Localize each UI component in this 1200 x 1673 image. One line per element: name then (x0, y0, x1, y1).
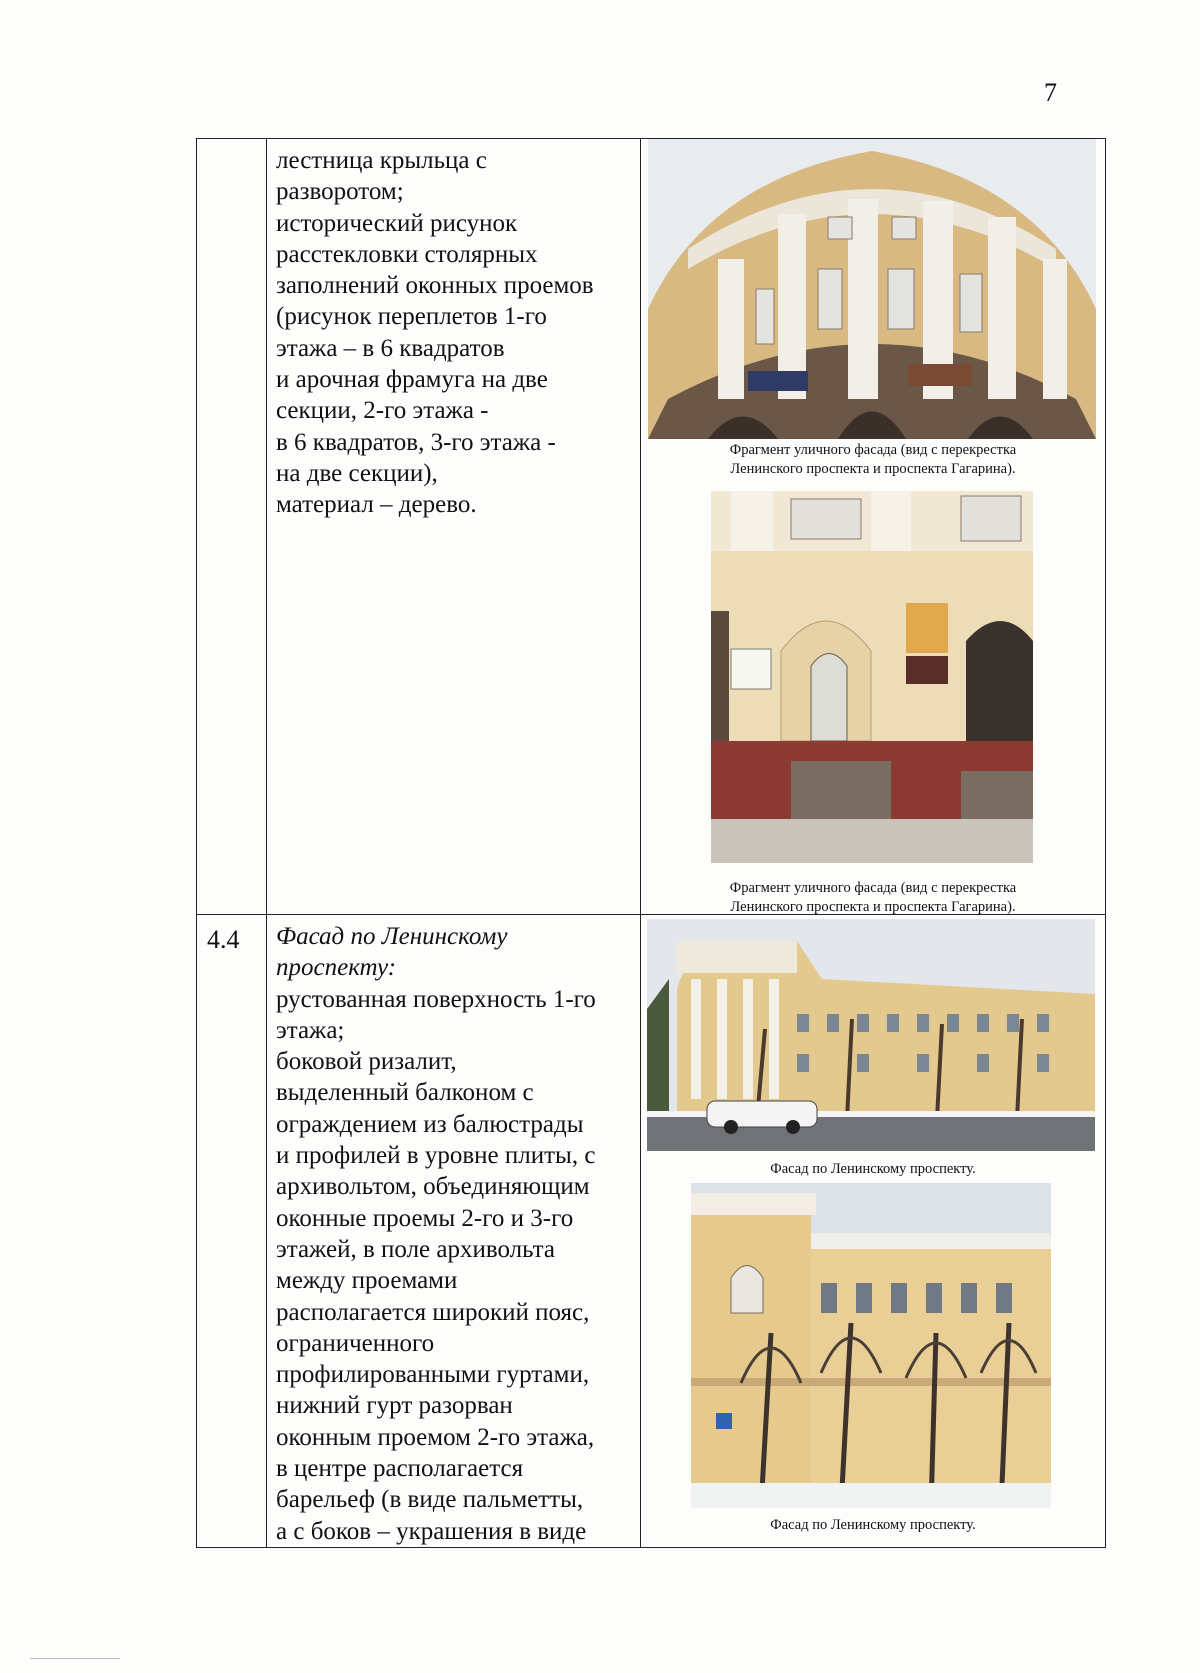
description-line: этажа; (276, 1016, 345, 1044)
description-line: профилированными гуртами, (276, 1361, 590, 1389)
description-line: и профилей в уровне плиты, с (276, 1142, 596, 1170)
caption-line: Фрагмент уличного фасада (вид с перекрестка (729, 442, 1017, 458)
photos-cell (641, 139, 1106, 915)
photos-cell (641, 915, 1106, 1548)
description-line: нижний гурт разорван (276, 1392, 513, 1420)
description-line: ограниченного (276, 1329, 435, 1357)
description-line: лестница крыльца с (276, 147, 487, 174)
description-line: рустованная поверхность 1-го (276, 985, 596, 1013)
caption-line: Ленинского проспекта и проспекта Гагарина). (730, 899, 1016, 915)
photo-caption (641, 1516, 1105, 1535)
description-line: выделенный балконом с (276, 1079, 534, 1107)
description-line: этажей, в поле архивольта (276, 1235, 555, 1263)
description-line: ограждением из балюстрады (276, 1110, 584, 1138)
description-line: расстекловки столярных (276, 240, 538, 268)
description-line: секции, 2-го этажа - (276, 397, 489, 425)
row-number-cell (197, 915, 267, 1548)
description-line: и арочная фрамуга на две (276, 366, 548, 394)
description-line: этажа – в 6 квадратов (276, 334, 505, 362)
rotunda-columns-photo (648, 139, 1096, 439)
row-number: 4.4 (207, 925, 240, 954)
description-line: располагается широкий пояс, (276, 1298, 590, 1326)
avenue-facade-photo (647, 919, 1095, 1151)
row-number-cell (197, 139, 267, 915)
description-line: а с боков – украшения в виде (276, 1517, 587, 1545)
description-line: в 6 квадратов, 3-го этажа - (276, 428, 556, 456)
arched-entrance-photo (711, 491, 1033, 863)
caption-line: Фасад по Ленинскому проспекту. (770, 1161, 976, 1177)
caption-line: Фрагмент уличного фасада (вид с перекрестка (729, 880, 1017, 896)
facade-table (196, 138, 1106, 1548)
description-heading: Фасад по Ленинскому (276, 923, 508, 950)
description-cell (267, 915, 641, 1548)
photo-caption (641, 441, 1105, 479)
description-line: оконные проемы 2-го и 3-го (276, 1204, 574, 1232)
description-text (267, 915, 640, 1547)
description-heading: проспекту: (276, 954, 397, 982)
description-line: барельеф (в виде пальметты, (276, 1486, 584, 1514)
description-cell (267, 139, 641, 915)
description-line: материал – дерево. (276, 491, 477, 519)
scan-artifact-line (30, 1658, 120, 1659)
description-line: (рисунок переплетов 1-го (276, 303, 547, 331)
caption-line: Фасад по Ленинскому проспекту. (770, 1517, 976, 1533)
description-text (267, 139, 640, 521)
caption-line: Ленинского проспекта и проспекта Гагарина). (730, 461, 1016, 477)
description-line: разворотом; (276, 178, 404, 206)
page-number: 7 (1044, 78, 1057, 107)
photo-caption (641, 1160, 1105, 1179)
row-number (197, 139, 266, 149)
side-risalit-photo (691, 1183, 1051, 1508)
description-line: оконным проемом 2-го этажа, (276, 1423, 595, 1451)
description-line: в центре располагается (276, 1455, 524, 1483)
photo-caption (641, 879, 1105, 917)
description-line: боковой ризалит, (276, 1048, 457, 1076)
description-line: исторический рисунок (276, 209, 518, 237)
table-row (197, 139, 1106, 915)
description-line: на две секции), (276, 459, 438, 487)
table-row (197, 915, 1106, 1548)
description-line: архивольтом, объединяющим (276, 1173, 590, 1201)
description-line: заполнений оконных проемов (276, 272, 594, 300)
description-line: между проемами (276, 1267, 458, 1295)
